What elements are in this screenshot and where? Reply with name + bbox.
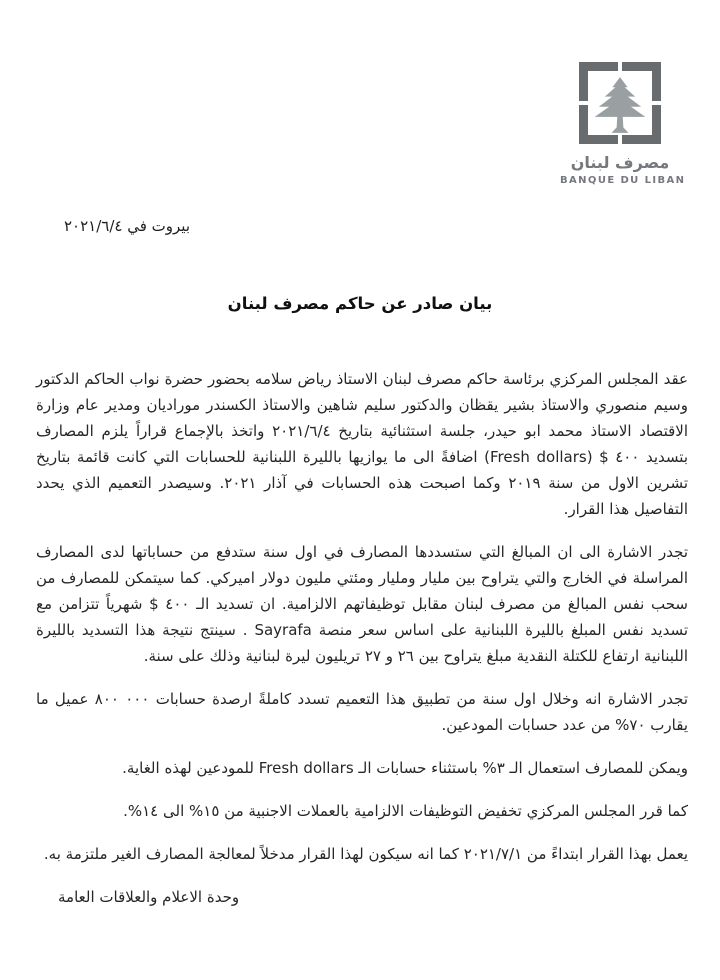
paragraph: عقد المجلس المركزي برئاسة حاكم مصرف لبنان الاستاذ رياض سلامه بحضور حضرة نواب الحاكم الدكتور وسيم منصوري والاستاذ بشير يقظان والدكتور سليم شاهين والاستاذ الكسندر موراديان ومدير عام وزارة الاقتصاد الاستاذ محمد ابو حيدر، جلسة استثنائية بتاريخ ٢٠٢١/٦/٤ واتخذ بالإجماع قراراً يلزم المصارف بتسديد ٤٠٠ $ (Fresh dollars) اضافةً الى ما يوازيها بالليرة اللبنانية للحسابات التي كانت قائمة بتاريخ تشرين الاول من سنة ٢٠١٩ وكما اصبحت هذه الحسابات في آذار ٢٠٢١. وسيصدر التعميم الذي يحدد التفاصيل هذا القرار.: [36, 370, 689, 518]
signature-line: وحدة الاعلام والعلاقات العامة: [58, 888, 240, 906]
paragraph: تجدر الاشارة الى ان المبالغ التي ستسددها المصارف في اول سنة ستدفع من حساباتها لدى المصارف المراسلة في الخارج والتي يتراوح بين مليار ومليار ومئتي مليون دولار اميركي. كما سيتمكن للمصارف من سحب نفس المبالغ من مصرف لبنان مقابل توظيفاتهم الالزامية. ان تسديد الـ ٤٠٠ $ شهرياً تتزامن مع تسديد نفس المبلغ بالليرة اللبنانية على اساس سعر منصة Sayrafa . سينتج نتيجة هذا التسديد بالليرة اللبنانية ارتفاع للكتلة النقدية مبلغ يتراوح بين ٢٦ و ٢٧ تريليون ليرة لبنانية وذلك على سنة.: [36, 543, 689, 665]
place-date-line: بيروت في ٢٠٢١/٦/٤: [64, 217, 191, 235]
logo-frame: [579, 62, 661, 144]
paragraph: يعمل بهذا القرار ابتداءً من ٢٠٢١/٧/١ كما انه سيكون لهذا القرار مدخلاً لمعالجة المصارف الغير ملتزمة به.: [43, 845, 688, 863]
paragraph: كما قرر المجلس المركزي تخفيض التوظيفات الالزامية بالعملات الاجنبية من ١٥% الى ١٤%.: [123, 802, 688, 820]
logo-arabic-name: مصرف لبنان: [570, 153, 670, 172]
bank-logo: [560, 62, 686, 186]
paragraph: ويمكن للمصارف استعمال الـ ٣% باستثناء حسابات الـ Fresh dollars للمودعين لهذه الغاية.: [122, 759, 688, 777]
cedar-tree-icon: [593, 75, 647, 135]
logo-latin-name: BANQUE DU LIBAN: [560, 175, 686, 186]
document-body: [36, 366, 688, 927]
document-title: بيان صادر عن حاكم مصرف لبنان: [227, 294, 493, 313]
paragraph: تجدر الاشارة انه وخلال اول سنة من تطبيق هذا التعميم تسدد كاملةً ارصدة حسابات ٨٠٠ ٠٠٠ عميل ما يقارب ٧٠% من عدد حسابات المودعين.: [36, 690, 689, 734]
